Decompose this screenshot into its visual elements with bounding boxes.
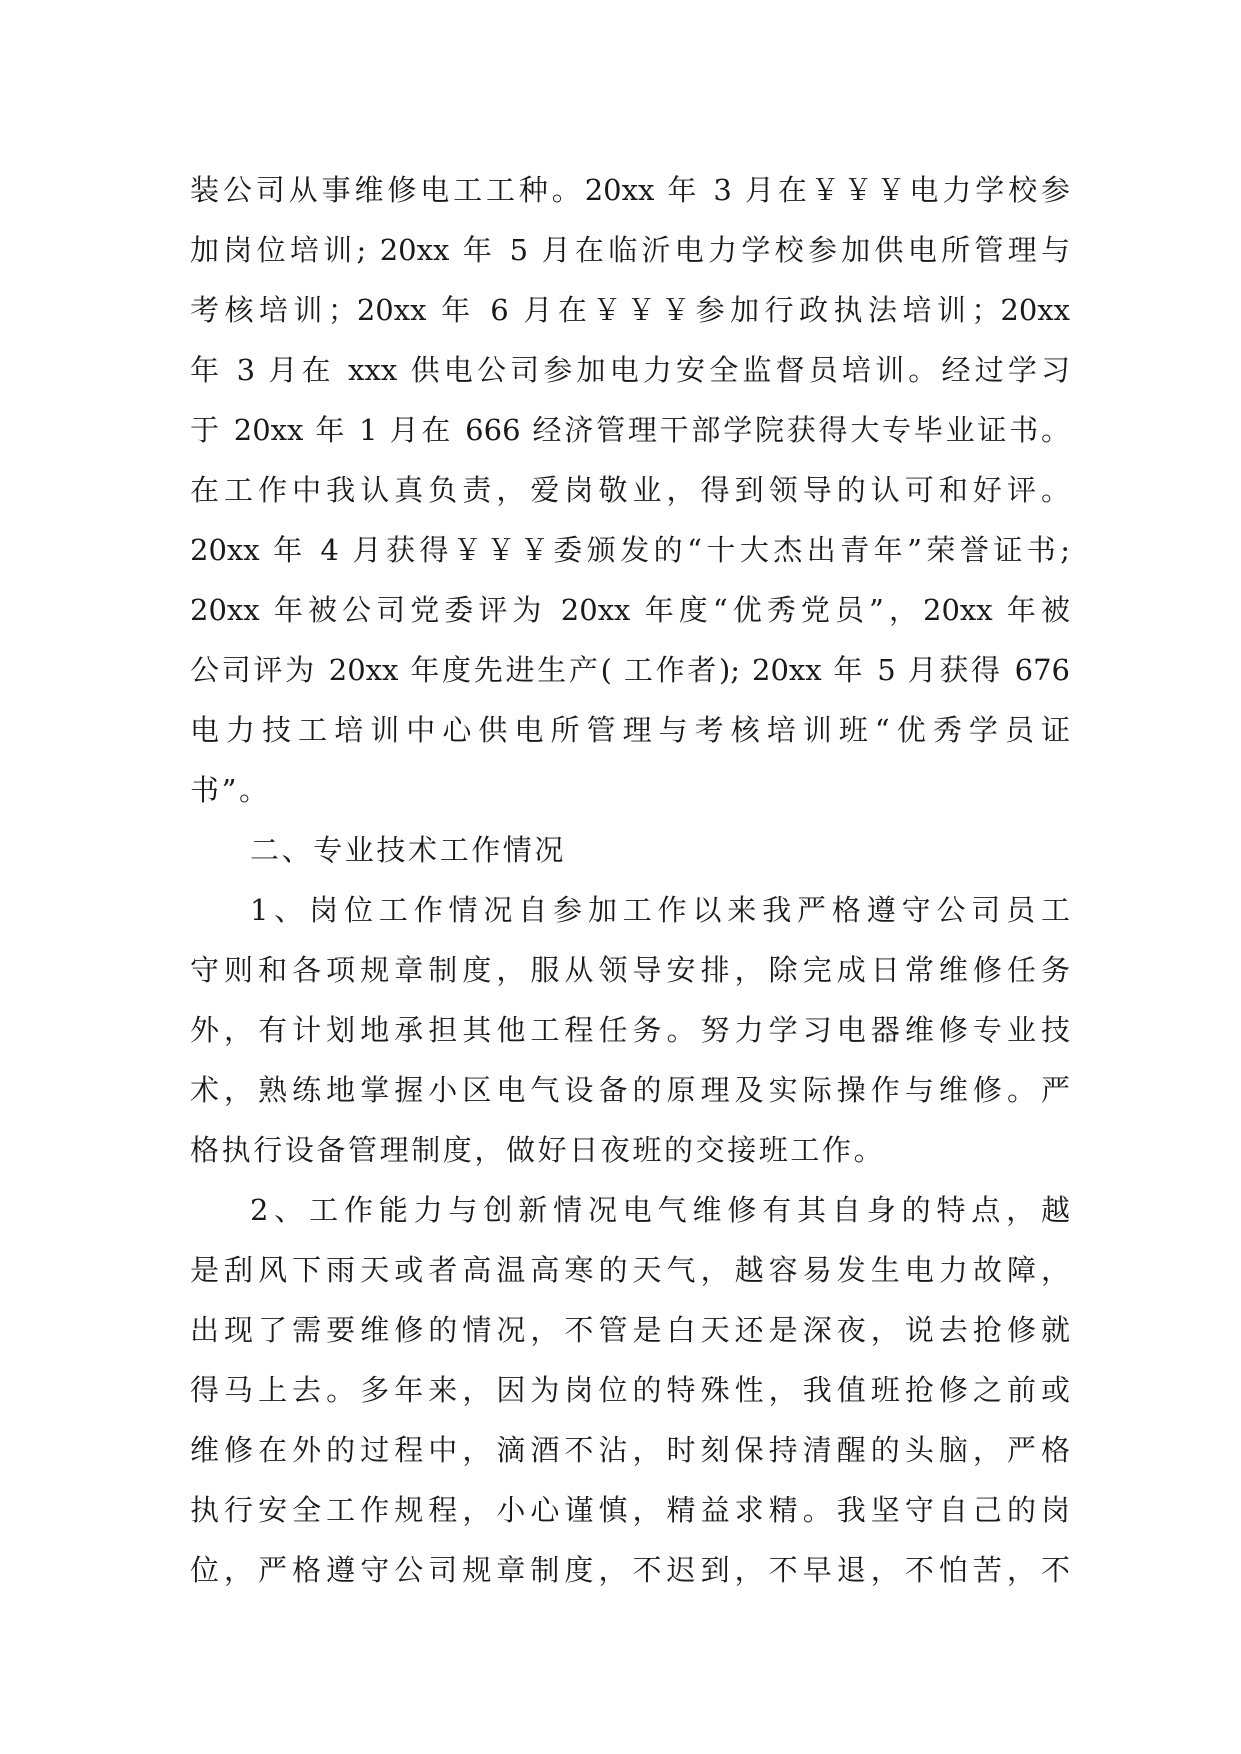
text-line: 20xx 年 4 月获得￥￥￥委颁发的“十大杰出青年”荣誉证书; <box>190 533 1070 567</box>
text-line: 维修在外的过程中，滴酒不沾，时刻保持清醒的头脑，严格 <box>190 1433 1070 1467</box>
text-line: 在工作中我认真负责，爱岗敬业，得到领导的认可和好评。 <box>190 473 1070 507</box>
text-line: 书”。 <box>190 773 271 807</box>
text-line: 位，严格遵守公司规章制度，不迟到，不早退，不怕苦，不 <box>190 1553 1070 1587</box>
text-line: 加岗位培训; 20xx 年 5 月在临沂电力学校参加供电所管理与 <box>190 233 1070 267</box>
text-line: 格执行设备管理制度，做好日夜班的交接班工作。 <box>190 1133 886 1167</box>
body-text <box>190 160 1070 1600</box>
text-line: 公司评为 20xx 年度先进生产( 工作者); 20xx 年 5 月获得 676 <box>190 653 1070 687</box>
text-line: 20xx 年被公司党委评为 20xx 年度“优秀党员”，20xx 年被 <box>190 593 1070 627</box>
text-line: 于 20xx 年 1 月在 666 经济管理干部学院获得大专毕业证书。 <box>190 413 1070 447</box>
text-line: 外，有计划地承担其他工程任务。努力学习电器维修专业技 <box>190 1013 1070 1047</box>
text-line: 考核培训；20xx 年 6 月在￥￥￥参加行政执法培训；20xx <box>190 293 1070 327</box>
text-line: 守则和各项规章制度，服从领导安排，除完成日常维修任务 <box>190 953 1070 987</box>
text-line: 年 3 月在 xxx 供电公司参加电力安全监督员培训。经过学习 <box>190 353 1070 387</box>
text-line: 是刮风下雨天或者高温高寒的天气，越容易发生电力故障， <box>190 1253 1070 1287</box>
section-heading: 二、专业技术工作情况 <box>250 833 567 867</box>
text-line: 术，熟练地掌握小区电气设备的原理及实际操作与维修。严 <box>190 1073 1070 1107</box>
text-line: 出现了需要维修的情况，不管是白天还是深夜，说去抢修就 <box>190 1313 1070 1347</box>
text-line: 执行安全工作规程，小心谨慎，精益求精。我坚守自己的岗 <box>190 1493 1070 1527</box>
paragraph-first-line: 2、工作能力与创新情况电气维修有其自身的特点，越 <box>250 1193 1070 1227</box>
paragraph-first-line: 1、岗位工作情况自参加工作以来我严格遵守公司员工 <box>250 893 1070 927</box>
text-line: 装公司从事维修电工工种。20xx 年 3 月在￥￥￥电力学校参 <box>190 173 1070 207</box>
text-line: 电力技工培训中心供电所管理与考核培训班“优秀学员证 <box>190 713 1070 747</box>
text-line: 得马上去。多年来，因为岗位的特殊性，我值班抢修之前或 <box>190 1373 1070 1407</box>
